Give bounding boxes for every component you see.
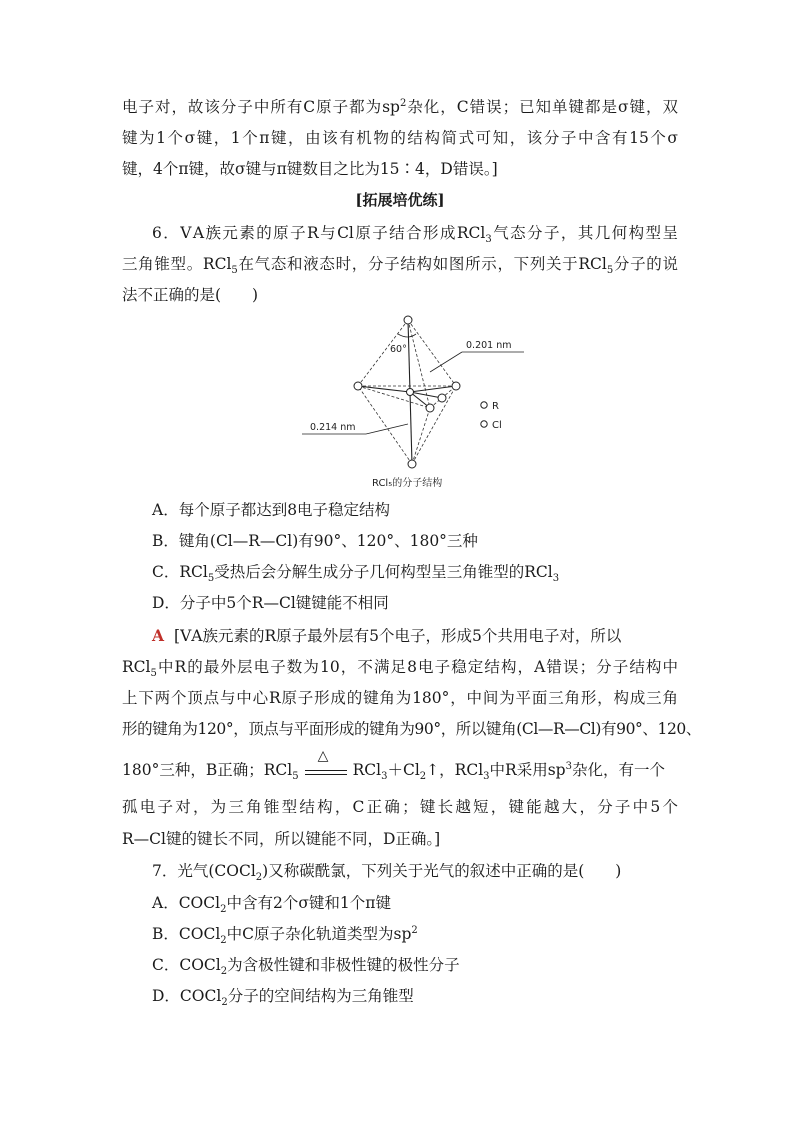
q6-stem-line-1: 6．ⅤA族元素的原子R与Cl原子结合形成RCl$_3$气态分子，其几何构型呈 [152,224,678,246]
q7-option-d: D．COCl$_2$分子的空间结构为三角锥型 [152,987,414,1009]
q6-stem-line-2: 三角锥型。RCl$_5$在气态和液态时，分子结构如图所示，下列关于RCl$_5$分子的说 [122,255,678,277]
bond-length-label-1: 0.201 nm [466,340,512,351]
q6-answer-line-1: A [ⅤA族元素的R原子最外层有5个电子，形成5个共用电子对，所以 [152,626,622,645]
q7-option-a: A．COCl$_2$中含有2个σ键和1个π键 [152,894,391,916]
rcl5-structure-figure [296,312,532,492]
intro-line-1: 电子对，故该分子中所有C原子都为$sp^2$杂化，C错误；已知单键都是σ键，双 [122,97,678,116]
q6-option-d: D．分子中5个R—Cl键键能不相同 [152,594,389,612]
bond-length-label-2: 0.214 nm [310,422,356,433]
q7-option-c: C．COCl$_2$为含极性键和非极性键的极性分子 [152,956,460,978]
q6-answer-line-3: 上下两个顶点与中心R原子形成的键角为180°，中间为平面三角形，构成三角 [122,689,678,707]
q6-answer-line-2: RCl$_5$中R的最外层电子数为10，不满足8电子稳定结构，A错误；分子结构中 [122,658,678,680]
q6-answer-line-4: 形的键角为120°，顶点与平面形成的键角为90°，所以键角(Cl—R—Cl)有90°、120、 [122,720,701,738]
q6-option-a: A．每个原子都达到8电子稳定结构 [152,501,391,519]
intro-line-3: 键，4个π键，故σ键与π键数目之比为15∶4，D错误。] [122,160,498,178]
angle-label: 60° [390,344,407,355]
q6-option-c: C．RCl$_5$受热后会分解生成分子几何构型呈三角锥型的RCl$_3$ [152,563,560,585]
section-heading: [拓展培优练] [355,191,445,209]
legend-cl-label: Cl [492,420,502,431]
answer-letter: A [152,626,165,645]
q6-answer-line-6: 孤电子对，为三角锥型结构，C正确；键长越短，键能越大，分子中5个 [122,798,678,816]
legend-cl-symbol [481,421,487,427]
legend-r-symbol [481,402,487,408]
q7-stem: 7．光气(COCl$_2$)又称碳酰氯，下列关于光气的叙述中正确的是( ) [152,862,622,884]
q6-answer-line-5: 180°三种，B正确；RCl$_5$ △ $RCl_3+Cl_2↑$，RCl$_3$中R采用$sp^3$杂化，有一个 [122,748,665,783]
q6-option-b: B．键角(Cl—R—Cl)有90°、120°、180°三种 [152,532,478,550]
reaction-condition-arrow: △ [305,761,347,781]
intro-line-2: 键为1个σ键，1个π键，由该有机物的结构简式可知，该分子中含有15个σ [122,129,678,147]
figure-caption: RCl₅的分子结构 [372,478,443,489]
legend-r-label: R [492,401,499,412]
q6-answer-line-7: R—Cl键的键长不同，所以键能不同，D正确。] [122,830,441,848]
q7-option-b: B．COCl$_2$中C原子杂化轨道类型为$sp^2$ [152,924,418,947]
q6-stem-line-3: 法不正确的是( ) [122,286,259,304]
